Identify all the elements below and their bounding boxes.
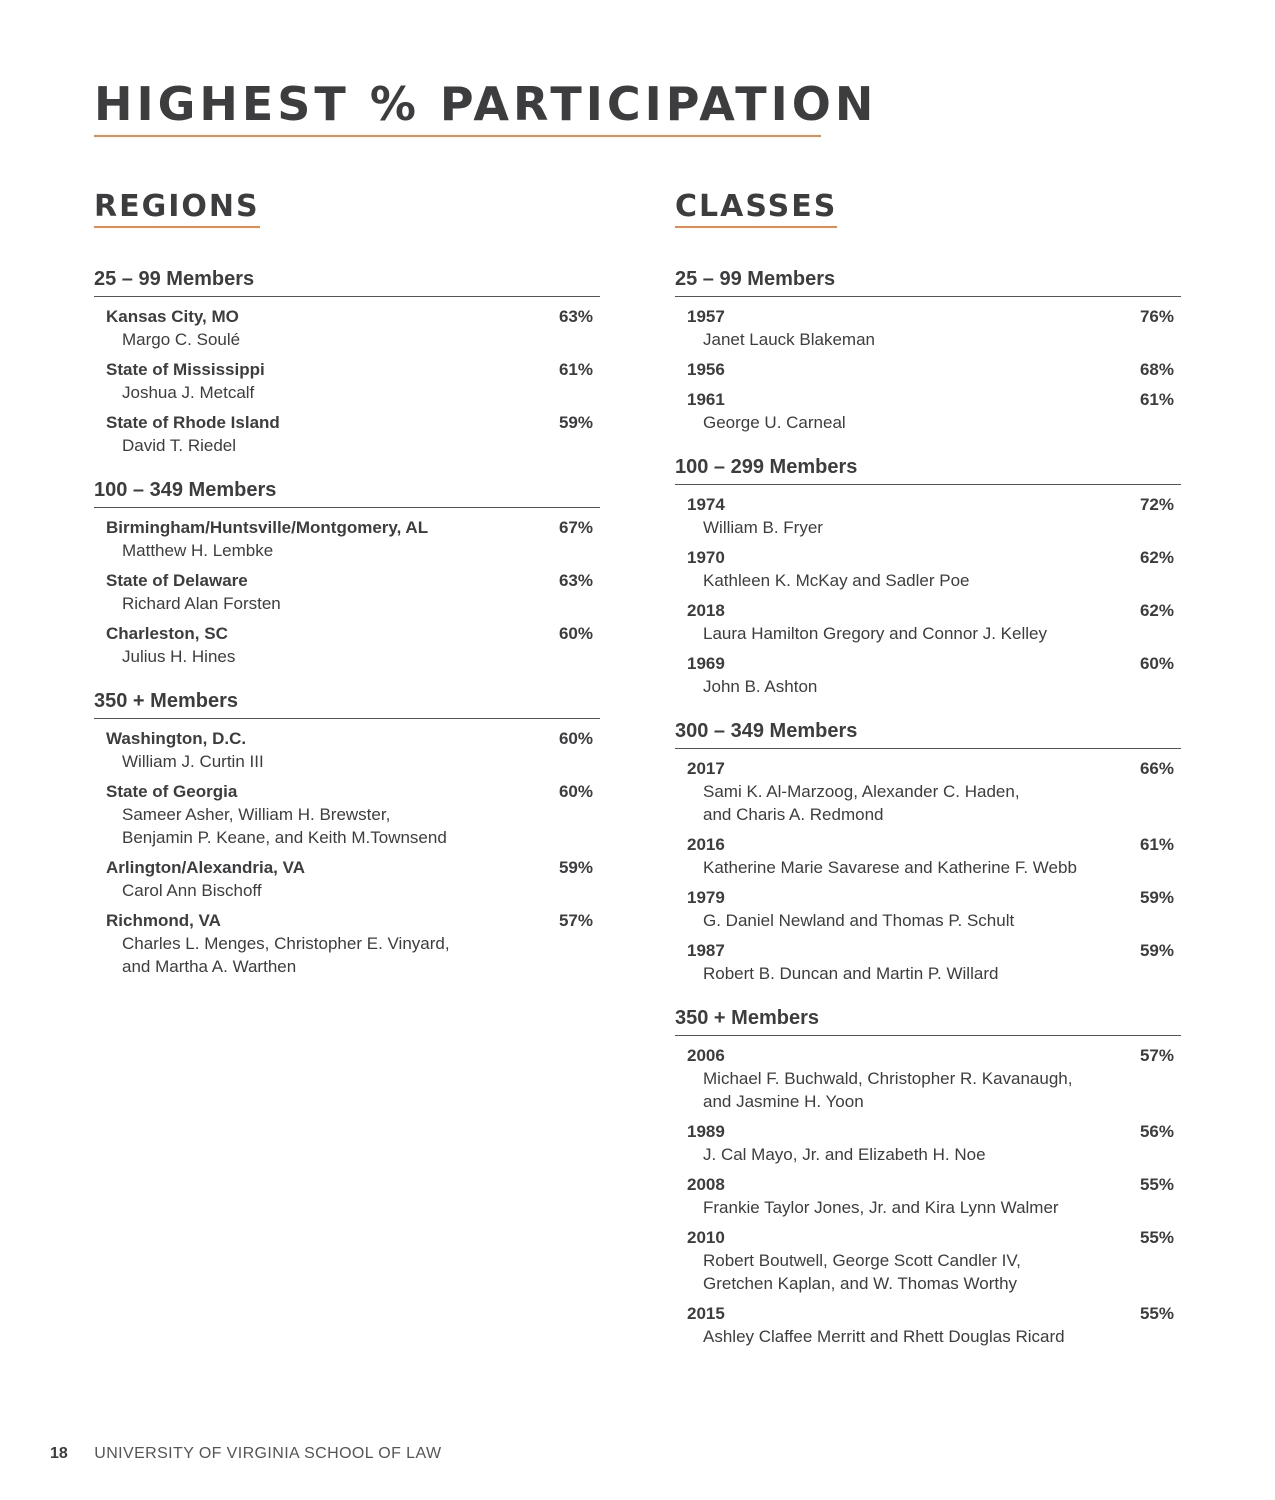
page-footer: [50, 1443, 441, 1465]
member-group: [675, 264, 1181, 434]
entry-header: [687, 546, 1174, 569]
list-item: [675, 1302, 1181, 1348]
list-item: [94, 569, 600, 615]
entry-name: 2015: [687, 1304, 725, 1323]
list-item: [675, 886, 1181, 932]
classes-column: [675, 188, 1181, 1366]
member-names: Janet Lauck Blakeman: [703, 330, 875, 349]
member-names: Benjamin P. Keane, and Keith M.Townsend: [122, 828, 447, 847]
member-names: Gretchen Kaplan, and W. Thomas Worthy: [703, 1274, 1018, 1293]
entry-header: [106, 305, 593, 328]
entry-name: State of Georgia: [106, 782, 238, 801]
member-names: Kathleen K. McKay and Sadler Poe: [703, 571, 970, 590]
member-names: and Jasmine H. Yoon: [703, 1092, 864, 1111]
participation-percent: 61%: [558, 360, 593, 379]
entry-header: [687, 599, 1174, 622]
entry-header: [106, 622, 593, 645]
entry-name: Charleston, SC: [106, 624, 228, 643]
entry-name: State of Rhode Island: [106, 413, 280, 432]
list-item: [675, 833, 1181, 879]
entry-name: Arlington/Alexandria, VA: [106, 858, 305, 877]
group-title: 350 + Members: [94, 686, 600, 719]
member-names: Michael F. Buchwald, Christopher R. Kavanaugh,: [703, 1069, 1073, 1088]
member-group: [94, 686, 600, 978]
entry-header: [106, 411, 593, 434]
participation-percent: 59%: [558, 858, 593, 877]
entry-name: 1961: [687, 390, 725, 409]
entry-header: [687, 652, 1174, 675]
entry-name: 2006: [687, 1046, 725, 1065]
list-item: [675, 305, 1181, 351]
entry-header: [106, 358, 593, 381]
member-names: Laura Hamilton Gregory and Connor J. Kelley: [703, 624, 1047, 643]
member-names: Robert Boutwell, George Scott Candler IV,: [703, 1251, 1021, 1270]
member-names: Carol Ann Bischoff: [122, 881, 262, 900]
entry-name: 1974: [687, 495, 725, 514]
entry-name: State of Mississippi: [106, 360, 265, 379]
member-names: Frankie Taylor Jones, Jr. and Kira Lynn Walmer: [703, 1198, 1059, 1217]
entry-name: State of Delaware: [106, 571, 248, 590]
entry-name: 1970: [687, 548, 725, 567]
entry-header: [106, 909, 593, 932]
regions-column: [94, 188, 600, 996]
participation-percent: 56%: [1139, 1122, 1174, 1141]
entry-name: 2016: [687, 835, 725, 854]
member-names: Charles L. Menges, Christopher E. Vinyard,: [122, 934, 450, 953]
list-item: [675, 757, 1181, 826]
member-names: Joshua J. Metcalf: [122, 383, 255, 402]
participation-percent: 60%: [558, 782, 593, 801]
entry-header: [687, 358, 1174, 381]
list-item: [675, 1173, 1181, 1219]
group-title: 100 – 299 Members: [675, 452, 1181, 485]
entry-name: Birmingham/Huntsville/Montgomery, AL: [106, 518, 429, 537]
member-group: [675, 452, 1181, 698]
list-item: [94, 358, 600, 404]
participation-percent: 76%: [1139, 307, 1174, 326]
member-names: G. Daniel Newland and Thomas P. Schult: [703, 911, 1015, 930]
entry-header: [687, 757, 1174, 780]
participation-percent: 59%: [1139, 888, 1174, 907]
entry-header: [687, 1302, 1174, 1325]
participation-percent: 55%: [1139, 1228, 1174, 1247]
participation-percent: 62%: [1139, 548, 1174, 567]
member-names: Ashley Claffee Merritt and Rhett Douglas Ricard: [703, 1327, 1065, 1346]
participation-percent: 55%: [1139, 1175, 1174, 1194]
member-names: Sami K. Al-Marzoog, Alexander C. Haden,: [703, 782, 1020, 801]
member-group: [94, 475, 600, 668]
entry-name: 1989: [687, 1122, 725, 1141]
entry-header: [106, 727, 593, 750]
entry-header: [687, 1044, 1174, 1067]
list-item: [94, 909, 600, 978]
entry-name: 1979: [687, 888, 725, 907]
member-group: [94, 264, 600, 457]
regions-heading: REGIONS: [94, 188, 260, 228]
participation-percent: 61%: [1139, 835, 1174, 854]
participation-percent: 67%: [558, 518, 593, 537]
entry-name: 1956: [687, 360, 725, 379]
page-number: 18: [50, 1445, 68, 1462]
participation-percent: 61%: [1139, 390, 1174, 409]
entry-name: 2017: [687, 759, 725, 778]
entry-header: [106, 780, 593, 803]
list-item: [675, 1120, 1181, 1166]
entry-header: [106, 516, 593, 539]
member-names: and Martha A. Warthen: [122, 957, 297, 976]
member-names: William J. Curtin III: [122, 752, 264, 771]
participation-percent: 62%: [1139, 601, 1174, 620]
list-item: [675, 493, 1181, 539]
entry-name: Richmond, VA: [106, 911, 221, 930]
page-title: HIGHEST % PARTICIPATION: [94, 77, 878, 131]
entry-header: [687, 886, 1174, 909]
group-title: 300 – 349 Members: [675, 716, 1181, 749]
member-names: Matthew H. Lembke: [122, 541, 274, 560]
entry-name: 1957: [687, 307, 725, 326]
participation-percent: 66%: [1139, 759, 1174, 778]
entry-header: [687, 388, 1174, 411]
publication-name: UNIVERSITY OF VIRGINIA SCHOOL OF LAW: [94, 1445, 442, 1462]
entry-header: [687, 1226, 1174, 1249]
participation-percent: 60%: [558, 729, 593, 748]
participation-percent: 63%: [558, 571, 593, 590]
member-names: Sameer Asher, William H. Brewster,: [122, 805, 391, 824]
list-item: [675, 939, 1181, 985]
group-title: 350 + Members: [675, 1003, 1181, 1036]
list-item: [675, 652, 1181, 698]
member-names: David T. Riedel: [122, 436, 237, 455]
participation-percent: 63%: [558, 307, 593, 326]
entry-name: Washington, D.C.: [106, 729, 247, 748]
participation-percent: 68%: [1139, 360, 1174, 379]
list-item: [94, 516, 600, 562]
member-names: J. Cal Mayo, Jr. and Elizabeth H. Noe: [703, 1145, 986, 1164]
member-names: Julius H. Hines: [122, 647, 236, 666]
entry-header: [106, 856, 593, 879]
participation-percent: 57%: [1139, 1046, 1174, 1065]
list-item: [94, 727, 600, 773]
entry-header: [687, 1120, 1174, 1143]
entry-name: 2008: [687, 1175, 725, 1194]
member-names: and Charis A. Redmond: [703, 805, 884, 824]
entry-header: [106, 569, 593, 592]
participation-percent: 59%: [558, 413, 593, 432]
list-item: [94, 622, 600, 668]
member-names: Katherine Marie Savarese and Katherine F. Webb: [703, 858, 1077, 877]
participation-percent: 55%: [1139, 1304, 1174, 1323]
list-item: [675, 546, 1181, 592]
entry-header: [687, 939, 1174, 962]
list-item: [94, 856, 600, 902]
list-item: [675, 388, 1181, 434]
entry-header: [687, 493, 1174, 516]
participation-percent: 72%: [1139, 495, 1174, 514]
classes-heading: CLASSES: [675, 188, 837, 228]
list-item: [94, 411, 600, 457]
member-names: Robert B. Duncan and Martin P. Willard: [703, 964, 999, 983]
list-item: [675, 599, 1181, 645]
member-names: Richard Alan Forsten: [122, 594, 281, 613]
participation-percent: 60%: [558, 624, 593, 643]
participation-percent: 57%: [558, 911, 593, 930]
entry-header: [687, 833, 1174, 856]
group-title: 25 – 99 Members: [675, 264, 1181, 297]
participation-percent: 59%: [1139, 941, 1174, 960]
classes-groups: [675, 264, 1181, 1348]
group-title: 100 – 349 Members: [94, 475, 600, 508]
member-names: John B. Ashton: [703, 677, 818, 696]
list-item: [675, 1044, 1181, 1113]
entry-header: [687, 1173, 1174, 1196]
entry-name: Kansas City, MO: [106, 307, 239, 326]
member-group: [675, 716, 1181, 985]
list-item: [94, 780, 600, 849]
entry-name: 1987: [687, 941, 725, 960]
entry-name: 1969: [687, 654, 725, 673]
entry-header: [687, 305, 1174, 328]
list-item: [94, 305, 600, 351]
member-names: William B. Fryer: [703, 518, 823, 537]
group-title: 25 – 99 Members: [94, 264, 600, 297]
list-item: [675, 1226, 1181, 1295]
list-item: [675, 358, 1181, 381]
participation-percent: 60%: [1139, 654, 1174, 673]
member-group: [675, 1003, 1181, 1348]
member-names: George U. Carneal: [703, 413, 846, 432]
entry-name: 2018: [687, 601, 725, 620]
entry-name: 2010: [687, 1228, 725, 1247]
regions-groups: [94, 264, 600, 978]
title-underline: [94, 135, 821, 137]
member-names: Margo C. Soulé: [122, 330, 241, 349]
